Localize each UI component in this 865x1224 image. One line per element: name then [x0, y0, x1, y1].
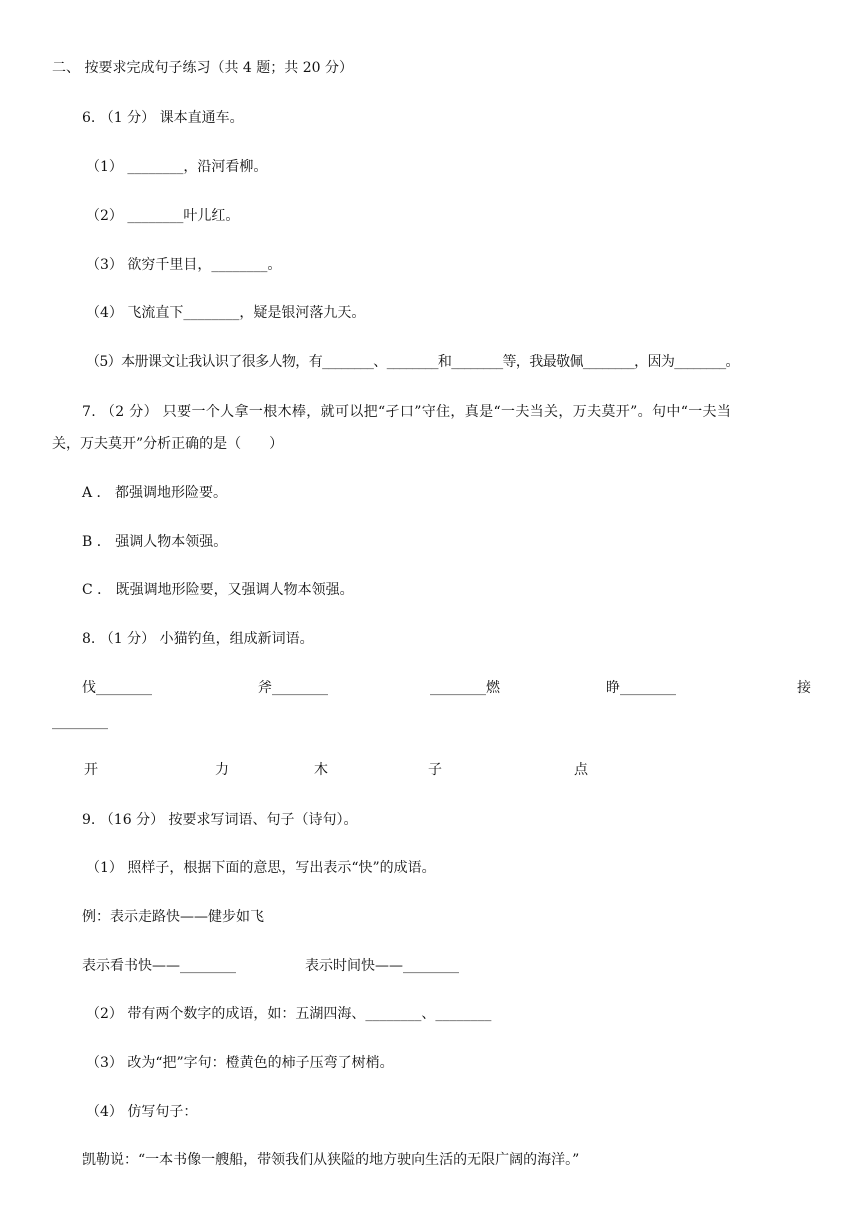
q8-word-5-blank: ________: [52, 714, 108, 730]
q9-stem: 9. （16 分） 按要求写词语、句子（诗句）。: [82, 812, 358, 828]
q9-quote: 凯勒说：“一本书像一艘船，带领我们从狭隘的地方驶向生活的无限广阔的海洋。”: [82, 1152, 580, 1168]
q6-item-2: （2） ________叶儿红。: [86, 208, 240, 224]
q6-item-5: （5）本册课文让我认识了很多人物，有________、________和________等，我最敬佩________，因为________。: [86, 354, 739, 370]
q7-stem-line1: 7. （2 分） 只要一个人拿一根木棒，就可以把“孑口”守住，真是“一夫当关，万夫莫开”。句中“一夫当: [82, 404, 732, 420]
q9-sub-2: （2） 带有两个数字的成语，如：五湖四海、________、________: [86, 1006, 492, 1022]
q8-word-2: 斧________: [258, 680, 328, 696]
q8-word-1: 伐________: [82, 680, 152, 696]
q8-stem: 8. （1 分） 小猫钓鱼，组成新词语。: [82, 631, 314, 647]
q6-item-3: （3） 欲穷千里目，________。: [86, 257, 282, 273]
section-title: 二、 按要求完成句子练习（共 4 题；共 20 分）: [52, 60, 353, 76]
q9-sub-1: （1） 照样子，根据下面的意思，写出表示“快”的成语。: [86, 860, 436, 876]
q6-stem: 6. （1 分） 课本直通车。: [82, 110, 244, 126]
q8-char-5: 点: [574, 762, 588, 778]
q8-char-2: 力: [215, 762, 229, 778]
q7-option-c: C ． 既强调地形险要，又强调人物本领强。: [82, 582, 354, 598]
q9-example: 例：表示走路快——健步如飞: [82, 909, 264, 925]
q7-option-a: A ． 都强调地形险要。: [82, 485, 228, 501]
q8-char-4: 子: [428, 762, 442, 778]
q7-option-b: B ． 强调人物本领强。: [82, 534, 228, 550]
q9-sub-3: （3） 改为“把”字句：橙黄色的柿子压弯了树梢。: [86, 1055, 394, 1071]
q8-word-4: 睁________: [606, 680, 676, 696]
q6-item-4: （4） 飞流直下________，疑是银河落九天。: [86, 305, 366, 321]
q9-blank-time: 表示时间快——________: [305, 958, 459, 974]
q8-word-5: 接: [797, 680, 811, 696]
q9-sub-4: （4） 仿写句子：: [86, 1104, 198, 1120]
q8-word-3: ________燃: [430, 680, 500, 696]
q8-char-1: 开: [84, 762, 98, 778]
q7-stem-line2: 关，万夫莫开”分析正确的是（ ）: [52, 436, 284, 452]
q6-item-1: （1） ________，沿河看柳。: [86, 159, 268, 175]
q9-blank-reading: 表示看书快——________: [82, 958, 236, 974]
q8-char-3: 木: [314, 762, 328, 778]
